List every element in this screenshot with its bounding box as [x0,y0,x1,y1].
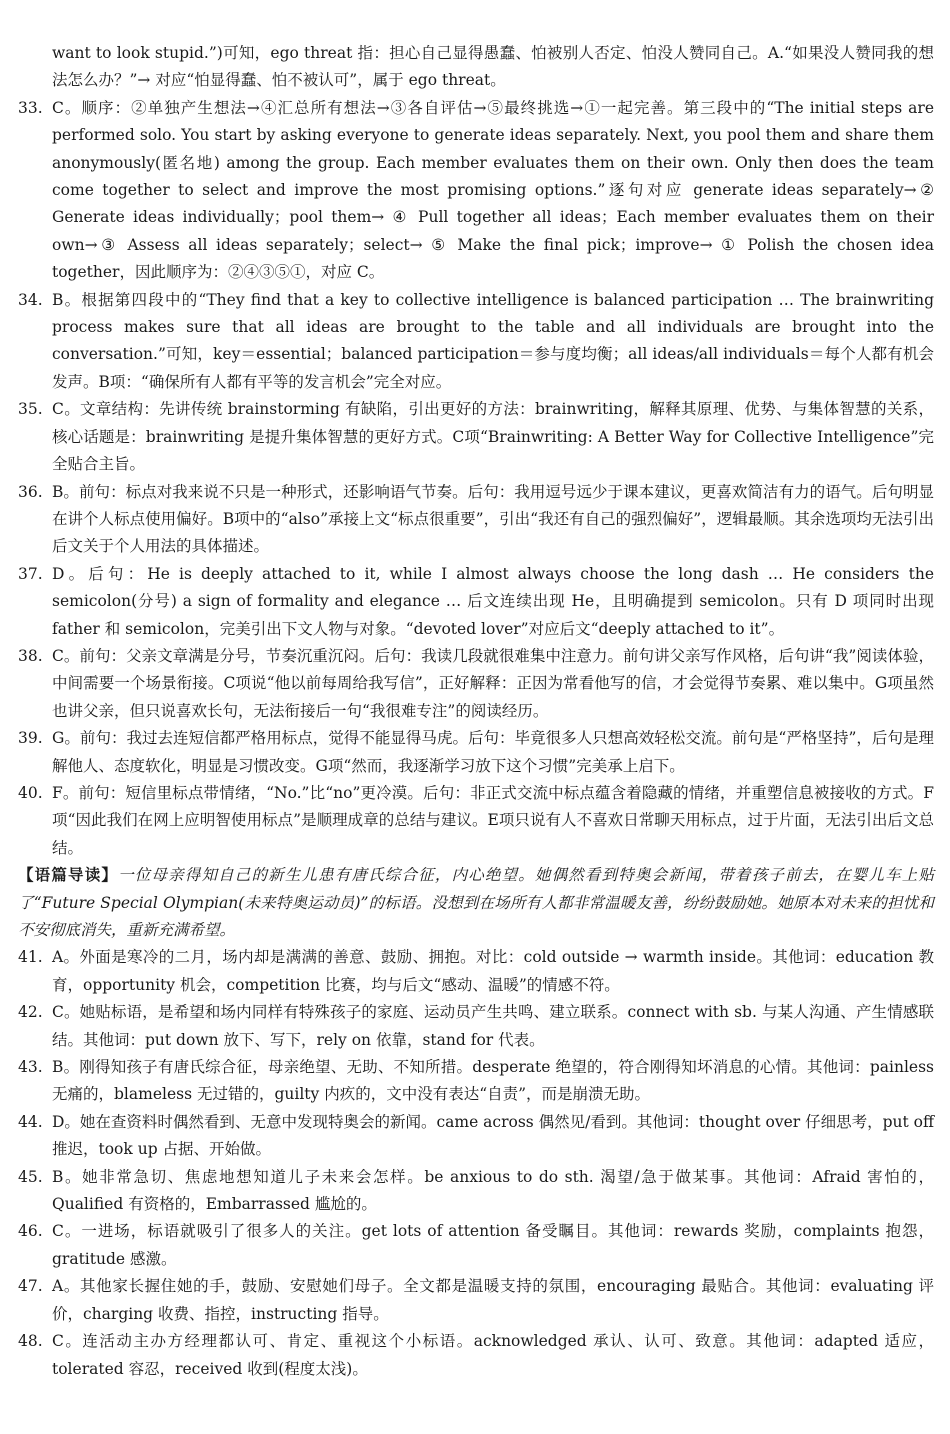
answer-text: C。顺序：②单独产生想法→④汇总所有想法→③各自评估→⑤最终挑选→①一起完善。第三段中的“The initial steps are performed solo. You start by asking everyone to generate ideas separately. Next, you pool them and share them anonymously(匿名地) among the group. Each member evaluates them on their own. Only then does the team come together to select and improve the most promising options.”逐句对应 generate ideas separately→② Generate ideas individually；pool them→ ④ Pull together all ideas；Each member evaluates them on their own→③ Assess all ideas separately；select→ ⑤ Make the final pick；improve→ ① Polish the chosen idea together，因此顺序为：②④③⑤①，对应 C。 [52,98,934,282]
answer-text: B。她非常急切、焦虑地想知道儿子未来会怎样。be anxious to do sth. 渴望/急于做某事。其他词：Afraid 害怕的，Qualified 有资格的，Embarrassed 尴尬的。 [52,1167,934,1214]
passage-guide-label: 【语篇导读】 [18,866,119,885]
passage-guide [18,862,934,944]
answer-text: G。前句：我过去连短信都严格用标点，觉得不能显得马虎。后句：毕竟很多人只想高效轻松交流。前句是“严格坚持”，后句是理解他人、态度软化，明显是习惯改变。G项“然而，我逐渐学习放下这个习惯”完美承上启下。 [52,729,934,775]
question-number: 34. [18,290,43,309]
question-number: 45. [18,1167,43,1186]
answer-text: B。前句：标点对我来说不只是一种形式，还影响语气节奏。后句：我用逗号远少于课本建议，更喜欢简洁有力的语气。后句明显在讲个人标点使用偏好。B项中的“also”承接上文“标点很重要”，引出“我还有自己的强烈偏好”，逻辑最顺。其余选项均无法引出后文关于个人用法的具体描述。 [52,482,934,556]
answer-text: B。根据第四段中的“They find that a key to collective intelligence is balanced participation … The brainwriting process makes sure that all ideas are brought to the table and all individuals are brought into the conversation.”可知，key＝essential；balanced participation＝参与度均衡；all ideas/all individuals＝每个人都有机会发声。B项：“确保所有人都有平等的发言机会”完全对应。 [52,290,934,391]
answer-text: C。她贴标语，是希望和场内同样有特殊孩子的家庭、运动员产生共鸣、建立联系。connect with sb. 与某人沟通、产生情感联结。其他词：put down 放下、写下，rely on 依靠，stand for 代表。 [52,1003,934,1049]
answer-text: B。刚得知孩子有唐氏综合征，母亲绝望、无助、不知所措。desperate 绝望的，符合刚得知坏消息的心情。其他词：painless 无痛的，blameless 无过错的，guilty 内疚的，文中没有表达“自责”，而是崩溃无助。 [52,1058,934,1104]
answer-item-37 [18,561,934,643]
answer-text: C。连活动主办方经理都认可、肯定、重视这个小标语。acknowledged 承认、认可、致意。其他词：adapted 适应，tolerated 容忍，received 收到(程度太浅)。 [52,1332,934,1378]
answer-item-45 [18,1164,934,1219]
answer-item-44 [18,1109,934,1164]
answers-cloze-section [18,944,934,1383]
answer-text: C。文章结构：先讲传统 brainstorming 有缺陷，引出更好的方法：brainwriting，解释其原理、优势、与集体智慧的关系，核心话题是：brainwriting 是提升集体智慧的更好方式。C项“Brainwriting: A Better Way for Collective Intelligence”完全贴合主旨。 [52,400,934,474]
continued-paragraph: want to look stupid.”)可知，ego threat 指：担心自己显得愚蠢、怕被别人否定、怕没人赞同自己。A.“如果没人赞同我的想法怎么办？”→ 对应“怕显得蠢、怕不被认可”，属于 ego threat。 [52,44,934,90]
question-number: 36. [18,482,43,501]
answer-item-33 [18,95,934,287]
answer-item-40 [18,780,934,862]
question-number: 41. [18,948,43,967]
answers-reading-section [18,95,934,862]
answer-text: A。其他家长握住她的手，鼓励、安慰她们母子。全文都是温暖支持的氛围，encouraging 最贴合。其他词：evaluating 评价，charging 收费、指控，instructing 指导。 [52,1277,934,1323]
question-number: 35. [18,400,43,419]
question-number: 46. [18,1222,43,1241]
answer-text: F。前句：短信里标点带情绪，“No.”比“no”更冷漠。后句：非正式交流中标点蕴含着隐藏的情绪，并重塑信息被接收的方式。F项“因此我们在网上应明智使用标点”是顺理成章的总结与建议。E项只说有人不喜欢日常聊天用标点，过于片面，无法引出后文总结。 [52,783,934,857]
question-number: 40. [18,783,43,802]
answer-text: D。她在查资料时偶然看到、无意中发现特奥会的新闻。came across 偶然见/看到。其他词：thought over 仔细思考，put off 推迟，took up 占据、开始做。 [52,1112,934,1159]
answer-item-47 [18,1273,934,1328]
answer-item-36 [18,479,934,561]
answer-text: C。前句：父亲文章满是分号，节奏沉重沉闷。后句：我读几段就很难集中注意力。前句讲父亲写作风格，后句讲“我”阅读体验，中间需要一个场景衔接。C项说“他以前每周给我写信”，正好解释：正因为常看他写的信，才会觉得节奏累、难以集中。G项虽然也讲父亲，但只说喜欢长句，无法衔接后一句“我很难专注”的阅读经历。 [52,646,934,720]
question-number: 33. [18,98,43,117]
answer-item-34 [18,287,934,397]
answer-item-38 [18,643,934,725]
answer-text: A。外面是寒冷的二月，场内却是满满的善意、鼓励、拥抱。对比：cold outside → warmth inside。其他词：education 教育，opportunity 机会，competition 比赛，均与后文“感动、温暖”的情感不符。 [52,948,934,994]
answer-item-39 [18,725,934,780]
question-number: 47. [18,1277,43,1296]
answer-text: D。后句：He is deeply attached to it, while I almost always choose the long dash … He considers the semicolon(分号) a sign of formality and elegance … 后文连续出现 He，且明确提到 semicolon。只有 D 项同时出现 father 和 semicolon，完美引出下文人物与对象。“devoted lover”对应后文“deeply attached to it”。 [52,564,934,638]
question-number: 39. [18,729,43,748]
answer-item-35 [18,396,934,478]
answer-item-41 [18,944,934,999]
question-number: 48. [18,1332,43,1351]
answer-item-48 [18,1328,934,1383]
question-number: 42. [18,1003,43,1022]
answer-text: C。一进场，标语就吸引了很多人的关注。get lots of attention 备受瞩目。其他词：rewards 奖励，complaints 抱怨，gratitude 感激。 [52,1222,934,1268]
question-number: 44. [18,1112,43,1131]
question-number: 37. [18,564,43,583]
passage-guide-text: 一位母亲得知自己的新生儿患有唐氏综合征，内心绝望。她偶然看到特奥会新闻，带着孩子前去，在婴儿车上贴了“Future Special Olympian(未来特奥运动员)”的标语。没想到在场所有人都非常温暖友善，纷纷鼓励她。她原本对未来的担忧和不安彻底消失，重新充满希望。 [18,866,934,939]
answer-item-46 [18,1218,934,1273]
question-number: 43. [18,1058,43,1077]
question-number: 38. [18,646,43,665]
answer-item-43 [18,1054,934,1109]
answer-item-42 [18,999,934,1054]
